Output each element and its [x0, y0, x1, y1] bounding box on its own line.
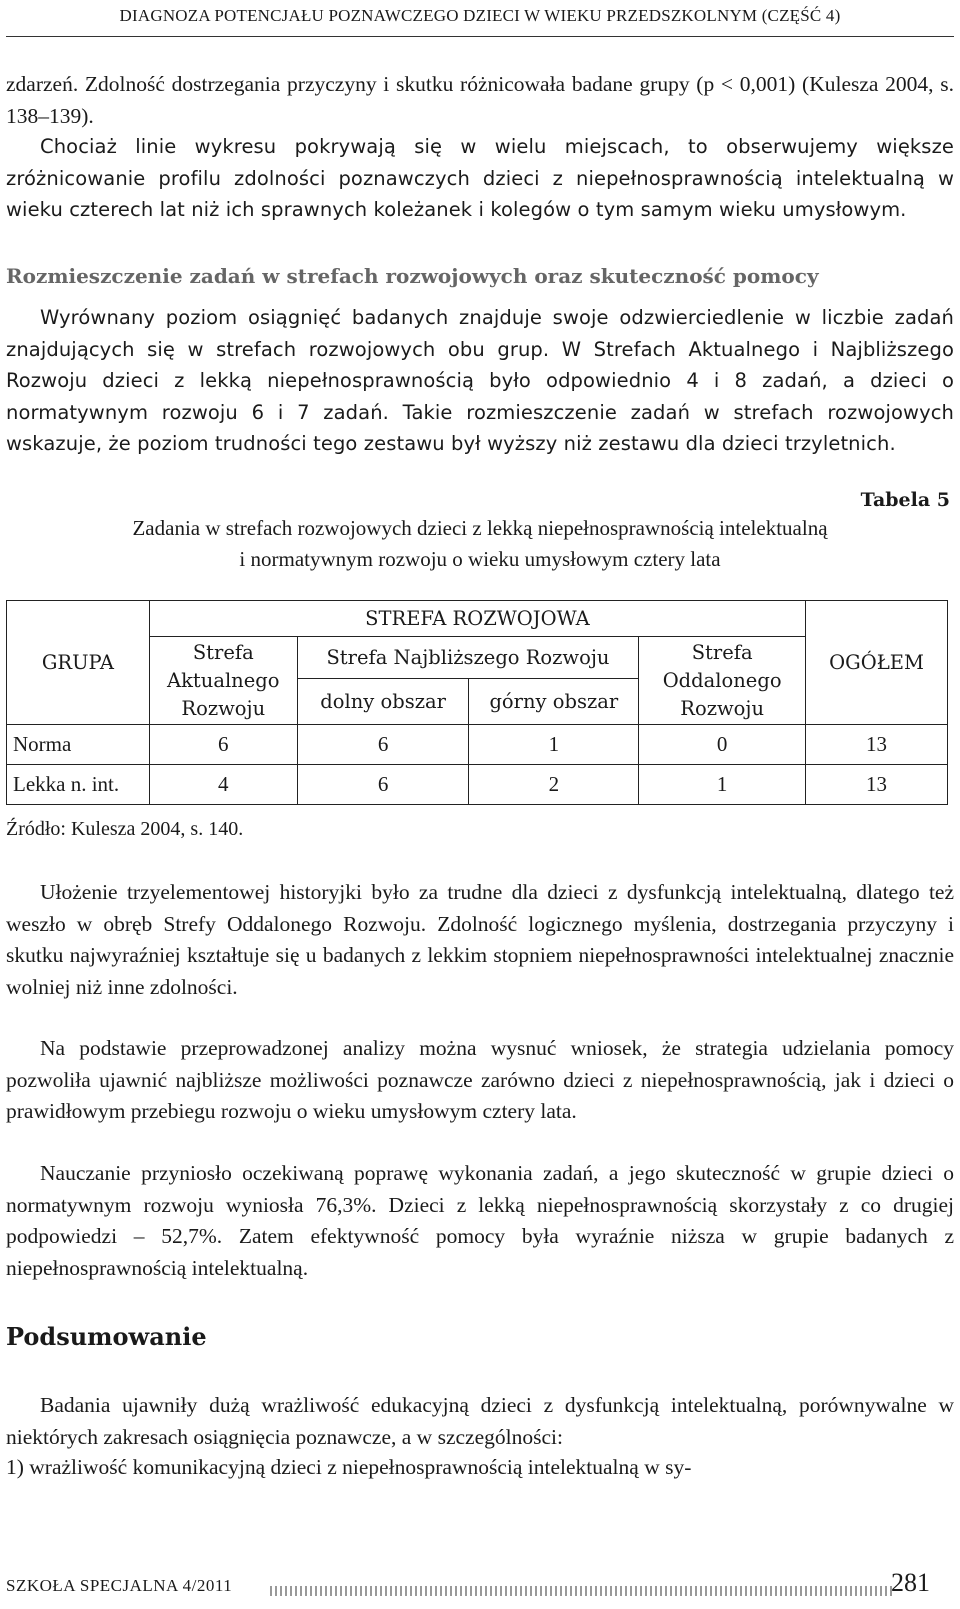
- header-upper: górny obszar: [469, 679, 639, 725]
- header-next: Strefa Najbliższego Rozwoju: [297, 637, 638, 679]
- journal-name: SZKOŁA SPECJALNA 4/2011: [6, 1576, 233, 1595]
- cell-group: Norma: [7, 725, 150, 765]
- cell-far: 1: [639, 765, 806, 805]
- cell-actual: 4: [149, 765, 297, 805]
- header-far-line-1: Strefa: [691, 640, 753, 664]
- list-item-1: 1) wrażliwość komunikacyjną dzieci z niepełnosprawnością intelektualną w sy-: [6, 1455, 692, 1479]
- cell-lower: 6: [297, 725, 469, 765]
- paragraph-2: Chociaż linie wykresu pokrywają się w wielu miejscach, to obserwujemy większe zróżnicowanie profilu zdolności poznawczych dzieci z niepełnosprawnością intelektualną w wieku czterech lat niż ich sprawnych koleżanek i kolegów o tym samym wieku umysłowym.: [6, 135, 954, 221]
- header-actual-line-2: Aktualnego: [167, 668, 280, 692]
- cell-actual: 6: [149, 725, 297, 765]
- header-group: GRUPA: [7, 601, 150, 725]
- running-header: [0, 0, 960, 40]
- header-actual: [149, 637, 297, 725]
- paragraph-1: zdarzeń. Zdolność dostrzegania przyczyny i skutku różnicowała badane grupy (p < 0,001) (Kulesza 2004, s. 138–139).: [6, 72, 954, 128]
- paragraph-7: Badania ujawniły dużą wrażliwość edukacyjną dzieci z dysfunkcją intelektualną, porównywalne w niektórych zakresach osiągnięcia poznawcze, a w szczególności:: [6, 1393, 954, 1449]
- cell-total: 13: [806, 765, 948, 805]
- header-actual-line-3: Rozwoju: [181, 696, 266, 720]
- header-far-line-2: Oddalonego: [662, 668, 782, 692]
- footer-dotted-rule: [270, 1586, 895, 1596]
- table-row: [7, 765, 948, 805]
- cell-lower: 6: [297, 765, 469, 805]
- zones-table: [6, 600, 948, 805]
- section-title: Podsumowanie: [6, 1322, 207, 1351]
- cell-group: Lekka n. int.: [7, 765, 150, 805]
- table-caption-line-2: i normatywnym rozwoju o wieku umysłowym cztery lata: [239, 547, 721, 571]
- cell-total: 13: [806, 725, 948, 765]
- header-far: [639, 637, 806, 725]
- header-actual-line-1: Strefa: [192, 640, 254, 664]
- table-label: Tabela 5: [860, 489, 950, 511]
- paragraph-4: Ułożenie trzyelementowej historyjki było za trudne dla dzieci z dysfunkcją intelektualną, dlatego też weszło w obręb Strefy Oddalonego Rozwoju. Zdolność logicznego myślenia, dostrzegania przyczyny i skutku najwyraźniej kształtuje się u badanych z lekkim stopniem niepełnosprawności intelektualnej znacznie wolniej niż inne zdolności.: [6, 880, 954, 999]
- page-number: 281: [891, 1568, 930, 1597]
- header-rule: [6, 36, 954, 37]
- page-footer: [0, 1562, 960, 1609]
- table-header-row: [7, 601, 948, 637]
- table-caption-line-1: Zadania w strefach rozwojowych dzieci z lekką niepełnosprawnością intelektualną: [132, 516, 828, 540]
- cell-upper: 1: [469, 725, 639, 765]
- table-source: Źródło: Kulesza 2004, s. 140.: [6, 818, 244, 840]
- header-far-line-3: Rozwoju: [680, 696, 764, 720]
- paragraph-5: Na podstawie przeprowadzonej analizy można wysnuć wniosek, że strategia udzielania pomocy pozwoliła ujawnić najbliższe możliwości poznawcze zarówno dzieci z niepełnosprawnością, jak i dzieci o prawidłowym przebiegu rozwoju o wieku umysłowym cztery lata.: [6, 1036, 954, 1123]
- cell-upper: 2: [469, 765, 639, 805]
- header-zone: STREFA ROZWOJOWA: [149, 601, 805, 637]
- subsection-heading: Rozmieszczenie zadań w strefach rozwojowych oraz skuteczność pomocy: [6, 264, 819, 288]
- paragraph-3: Wyrównany poziom osiągnięć badanych znajduje swoje odzwierciedlenie w liczbie zadań znajdujących się w strefach rozwojowych obu grup. W Strefach Aktualnego i Najbliższego Rozwoju dzieci z lekką niepełnosprawnością było odpowiednio 4 i 8 zadań, a dzieci o normatywnym rozwoju 6 i 7 zadań. Takie rozmieszczenie zadań w strefach rozwojowych wskazuje, że poziom trudności tego zestawu był wyższy niż zestawu dla dzieci trzyletnich.: [6, 306, 954, 455]
- running-title: DIAGNOZA POTENCJAŁU POZNAWCZEGO DZIECI W WIEKU PRZEDSZKOLNYM (CZĘŚĆ 4): [119, 6, 841, 25]
- paragraph-6: Nauczanie przyniosło oczekiwaną poprawę wykonania zadań, a jego skuteczność w grupie dzieci o normatywnym rozwoju wyniosła 76,3%. Dzieci z lekką niepełnosprawnością skorzystały z co drugiej podpowiedzi – 52,7%. Zatem efektywność pomocy była wyraźnie niższa w grupie badanych z niepełnosprawnością intelektualną.: [6, 1161, 954, 1280]
- table-row: [7, 725, 948, 765]
- cell-far: 0: [639, 725, 806, 765]
- header-total: OGÓŁEM: [806, 601, 948, 725]
- header-lower: dolny obszar: [297, 679, 469, 725]
